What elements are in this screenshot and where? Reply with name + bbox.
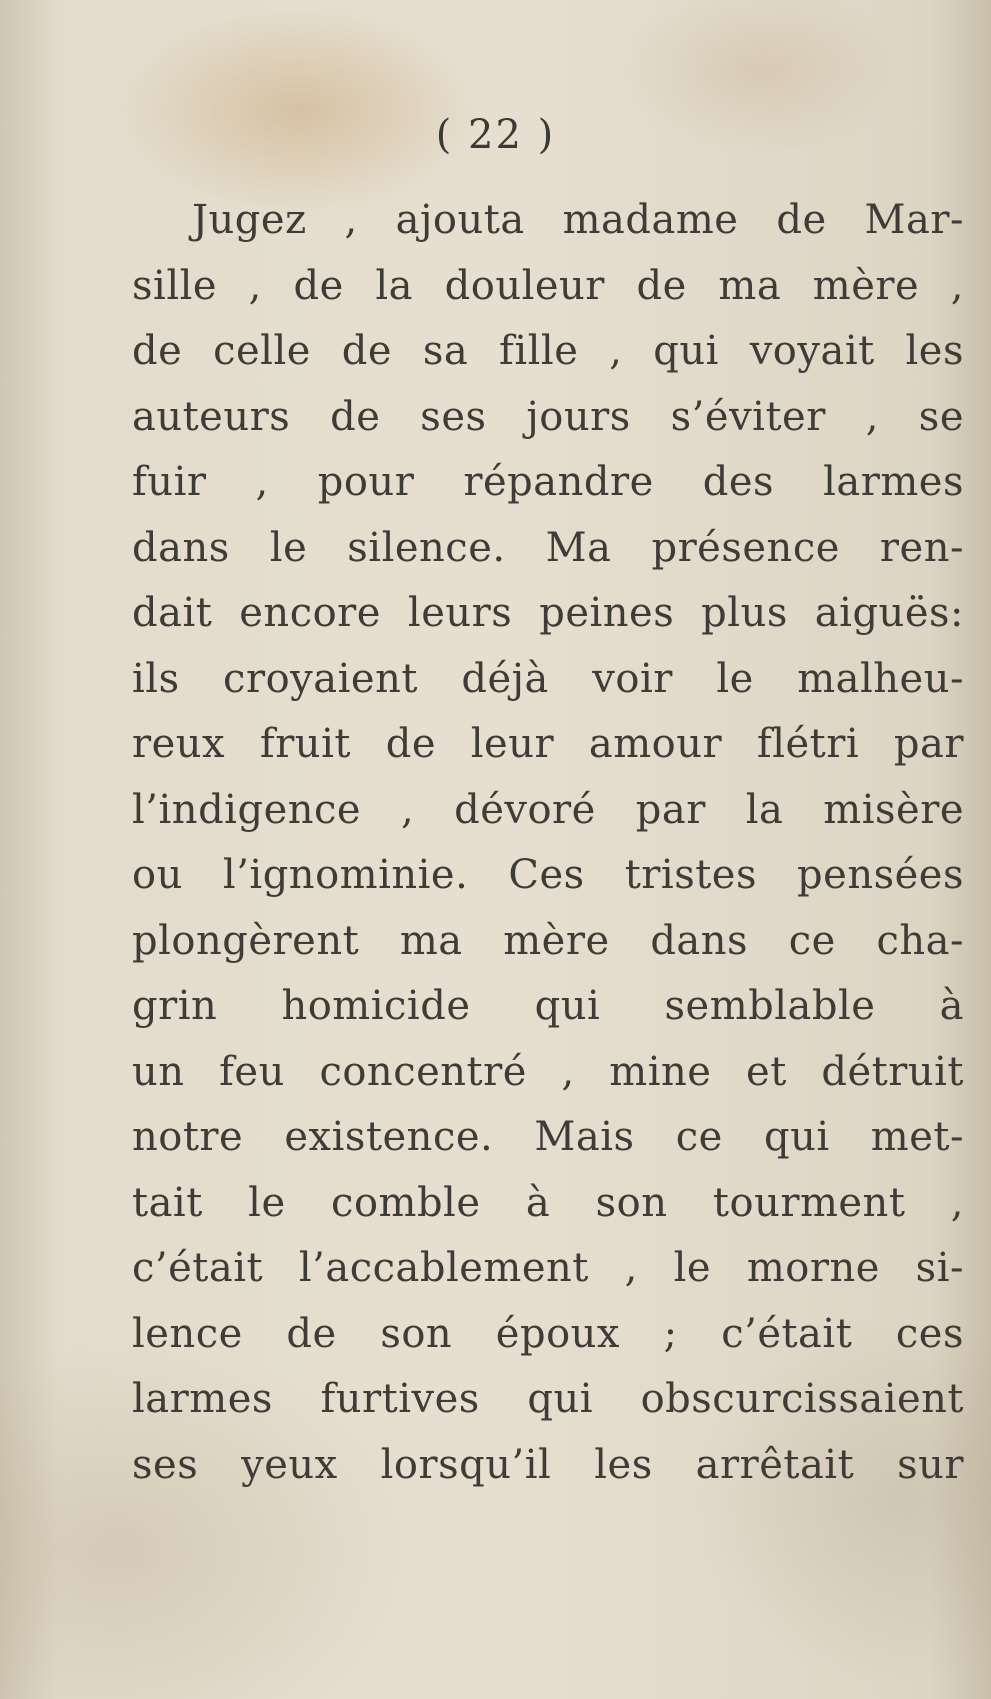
page-number: ( 22 ) [435,112,556,158]
text-line: sille , de la douleur de ma mère , [132,262,964,309]
text-line: auteurs de ses jours s’éviter , se [132,393,964,440]
text-line: dait encore leurs peines plus aiguës: [132,590,964,636]
text-line: notre existence. Mais ce qui met- [132,1114,964,1160]
text-line: tait le comble à son tourment , [132,1179,964,1226]
text-line: lence de son époux ; c’était ces [132,1310,964,1357]
text-line: c’était l’accablement , le morne si- [132,1245,964,1291]
text-line: ou l’ignominie. Ces tristes pensées [132,852,964,898]
text-line: ses yeux lorsqu’il les arrêtait sur [132,1441,964,1488]
text-line: grin homicide qui semblable à [132,983,964,1029]
text-line: larmes furtives qui obscurcissaient [132,1376,964,1422]
text-line: dans le silence. Ma présence ren- [132,524,964,571]
text-line: fuir , pour répandre des larmes [132,459,964,505]
text-line: reux fruit de leur amour flétri par [132,721,964,767]
text-line: Jugez , ajouta madame de Mar- [192,197,964,243]
text-line: plongèrent ma mère dans ce cha- [132,917,964,964]
text-line: un feu concentré , mine et détruit [132,1048,964,1095]
body-text [132,188,964,1498]
text-line: de celle de sa fille , qui voyait les [132,328,964,374]
text-line: ils croyaient déjà voir le malheu- [132,655,964,702]
text-line: l’indigence , dévoré par la misère [132,786,964,833]
